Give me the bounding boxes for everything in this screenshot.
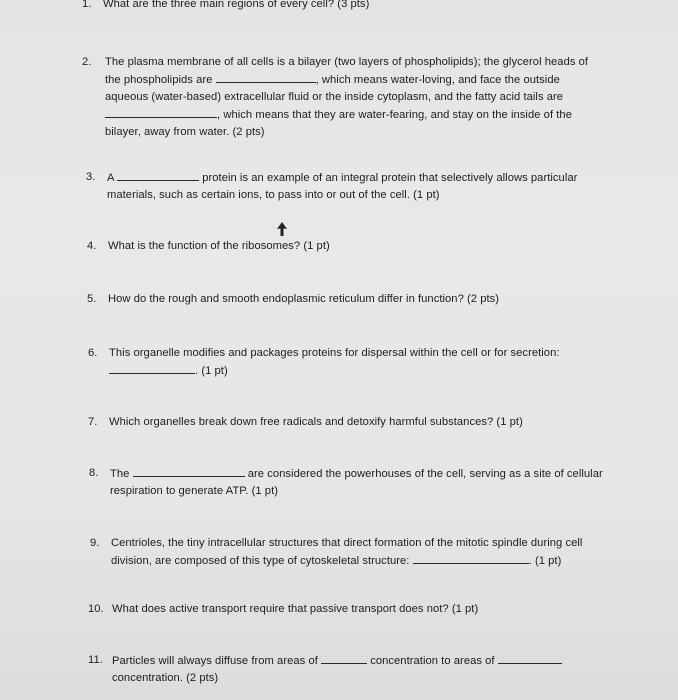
question-number: 6. — [88, 347, 98, 359]
question-text: What is the function of the ribosomes? (1 pt) — [108, 240, 330, 252]
question-text: What does active transport require that passive transport does not? (1 pt) — [112, 603, 479, 615]
question-2: 2. The plasma membrane of all cells is a bilayer (two layers of phospholipids); the glycerol heads of the phospholipids are , which means water-loving, and face the outside aqueous (water-based) extracellular fluid or the inside cytoplasm, and the fatty acid tails are , which means that they are water-fearing, and stay on the inside of the bilayer, away from water. (2 pts) — [82, 56, 589, 138]
question-number: 9. — [90, 537, 100, 549]
answer-blank[interactable] — [133, 465, 245, 477]
question-8: 8. The are considered the powerhouses of the cell, serving as a site of cellular respiration to generate ATP. (1 pt) — [89, 467, 603, 497]
answer-blank[interactable] — [216, 71, 316, 83]
question-number: 3. — [86, 171, 96, 183]
answer-blank[interactable] — [105, 106, 217, 118]
mouse-pointer-icon — [277, 222, 287, 236]
question-10 — [88, 601, 479, 618]
question-number: 1. — [82, 0, 92, 10]
answer-blank[interactable] — [498, 652, 562, 664]
question-text: What are the three main regions of every cell? (3 pts) — [103, 0, 370, 10]
question-number: 4. — [87, 240, 97, 252]
question-number: 2. — [82, 56, 92, 68]
question-text: Which organelles break down free radicals and detoxify harmful substances? (1 pt) — [109, 416, 523, 428]
question-text: How do the rough and smooth endoplasmic reticulum differ in function? (2 pts) — [108, 293, 500, 305]
question-9: 9. Centrioles, the tiny intracellular structures that direct formation of the mitotic spindle during cell division, are composed of this type of cytoskeletal structure: . (1 pt) — [90, 537, 583, 567]
question-number: 5. — [87, 293, 97, 305]
answer-blank[interactable] — [109, 362, 195, 374]
question-5 — [87, 291, 500, 308]
question-4 — [87, 238, 330, 255]
question-1 — [82, 0, 370, 13]
question-11: 11. Particles will always diffuse from areas of concentration to areas of concentration. (2 pts) — [112, 652, 562, 687]
question-number: 8. — [89, 467, 99, 479]
question-3: 3. A protein is an example of an integral protein that selectively allows particular materials, such as certain ions, to pass into or out of the cell. (1 pt) — [86, 171, 578, 201]
question-number: 10. — [88, 603, 104, 615]
answer-blank[interactable] — [117, 169, 199, 181]
question-number: 7. — [88, 416, 98, 428]
question-number: 11. — [88, 654, 103, 666]
answer-blank[interactable] — [321, 652, 367, 664]
answer-blank[interactable] — [413, 552, 529, 564]
question-7 — [88, 414, 523, 431]
question-6: 6. This organelle modifies and packages proteins for dispersal within the cell or for secretion: . (1 pt) — [88, 347, 560, 377]
